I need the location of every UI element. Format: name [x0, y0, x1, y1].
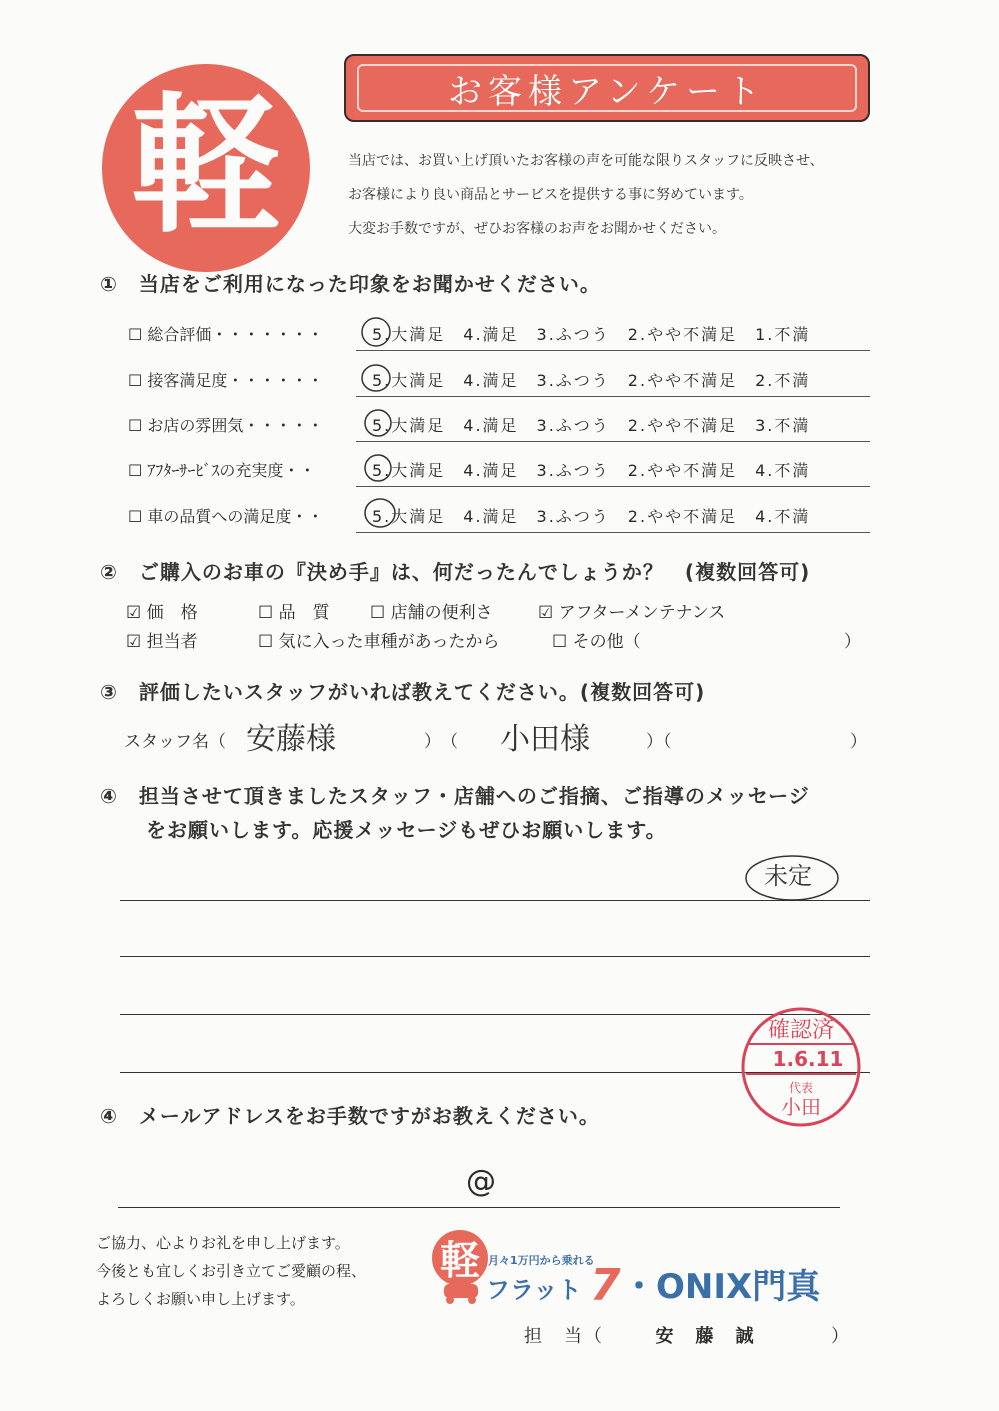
intro-line-3: 大変お手数ですが、ぜひお客様のお声をお聞かせください。 [348, 221, 726, 237]
stamp-date: 1.6.11 [772, 1047, 844, 1071]
rating-options-service: 5.大満足 4.満足 3.ふつう 2.やや不満足 2.不満 [372, 371, 811, 390]
rating-label-service: ☐ 接客満足度・・・・・・ [128, 371, 324, 390]
message-handwritten[interactable]: 未定 [764, 862, 812, 890]
staff-name-2[interactable]: 小田様 [500, 722, 590, 757]
intro-line-2: お客様により良い商品とサービスを提供する事に努めています。 [348, 187, 753, 203]
brand-tagline: 月々1万円から乗れる [488, 1254, 595, 1267]
thanks-line-1: ご協力、心よりお礼を申し上げます。 [96, 1234, 350, 1252]
staff-name-1[interactable]: 安藤様 [246, 722, 336, 757]
answer-circles [354, 310, 404, 540]
brand-name-1: フラット [486, 1276, 582, 1304]
thanks-line-3: よろしくお願い申し上げます。 [96, 1290, 305, 1308]
answer-circle-overall [362, 318, 390, 346]
staff-name-label: スタッフ名（ [124, 732, 226, 752]
option-staff[interactable]: ☑ 担当者 [126, 632, 198, 652]
option-after-maintenance[interactable]: ☑ アフターメンテナンス [538, 603, 726, 623]
rating-label-overall: ☐ 総合評価・・・・・・・ [128, 325, 324, 344]
message-line-1[interactable] [120, 900, 870, 901]
option-price[interactable]: ☑ 価 格 [126, 603, 198, 623]
title-banner [344, 54, 870, 122]
tanto-close: ） [830, 1326, 851, 1347]
kei-logo-glyph: 軽 [130, 80, 282, 254]
brand-logo [430, 1222, 890, 1312]
stamp-role: 代表 [788, 1081, 814, 1095]
option-store-convenience[interactable]: ☐ 店舗の便利さ [370, 603, 493, 623]
rating-options-aftercare: 5.大満足 4.満足 3.ふつう 2.やや不満足 4.不満 [372, 461, 811, 480]
option-other-close: ） [844, 632, 861, 652]
kei-logo [100, 62, 312, 274]
answer-circle-atmosphere [365, 410, 391, 436]
intro-line-1: 当店では、お買い上げ頂いたお客様の声を可能な限りスタッフに反映させ、 [348, 153, 824, 169]
person-in-charge [524, 1322, 851, 1348]
answer-circle-service [362, 365, 390, 391]
page-title: お客様アンケート [448, 71, 766, 112]
q4-heading-line1: ④ 担当させて頂きましたスタッフ・店舗へのご指摘、ご指導のメッセージ [100, 784, 810, 808]
rating-label-aftercare: ☐ ｱﾌﾀｰｻｰﾋﾞｽの充実度・・ [128, 461, 316, 480]
brand-name-2: 7 [590, 1260, 621, 1311]
option-favorite-model[interactable]: ☐ 気に入った車種があったから [258, 632, 500, 652]
stamp-top: 確認済 [767, 1018, 835, 1043]
q3-heading: ③ 評価したいスタッフがいれば教えてください。(複数回答可) [100, 680, 706, 704]
rating-label-atmosphere: ☐ お店の雰囲気・・・・・ [128, 416, 324, 435]
rating-options-atmosphere: 5.大満足 4.満足 3.ふつう 2.やや不満足 3.不満 [372, 416, 811, 435]
option-other[interactable]: ☐ その他（ [552, 632, 641, 652]
email-line[interactable] [118, 1207, 840, 1208]
email-at-sign: @ [466, 1164, 496, 1199]
staff-paren-2: ）（ [646, 732, 672, 752]
option-quality[interactable]: ☐ 品 質 [258, 603, 330, 623]
answer-circle-quality [365, 499, 395, 527]
q2-heading: ② ご購入のお車の『決め手』は、何だったんでしょうか？ (複数回答可) [100, 560, 811, 584]
rating-options-quality: 5.大満足 4.満足 3.ふつう 2.やや不満足 4.不満 [372, 507, 811, 526]
stamp-name: 小田 [781, 1095, 821, 1119]
tanto-name: 安 藤 誠 [655, 1326, 756, 1347]
thanks-line-2: 今後とも宜しくお引き立てご愛顧の程、 [96, 1262, 367, 1280]
q5-heading: ④ メールアドレスをお手数ですがお教えください。 [100, 1104, 600, 1128]
message-line-2[interactable] [120, 956, 870, 957]
q4-heading-line2: をお願いします。応援メッセージもぜひお願いします。 [146, 818, 667, 842]
q1-heading: ① 当店をご利用になった印象をお聞かせください。 [100, 272, 601, 296]
tanto-label: 担 当（ [524, 1326, 604, 1347]
staff-paren-3: ） [850, 732, 867, 752]
answer-circle-aftercare [365, 455, 391, 481]
brand-kei-glyph: 軽 [440, 1238, 480, 1284]
confirmation-stamp [738, 1004, 864, 1130]
rating-options-overall: 5.大満足 4.満足 3.ふつう 2.やや不満足 1.不満 [372, 325, 811, 344]
rating-label-quality: ☐ 車の品質への満足度・・ [128, 507, 324, 526]
brand-name-3: ・ONIX門真 [622, 1267, 821, 1307]
staff-paren-1: ） （ [424, 732, 458, 752]
